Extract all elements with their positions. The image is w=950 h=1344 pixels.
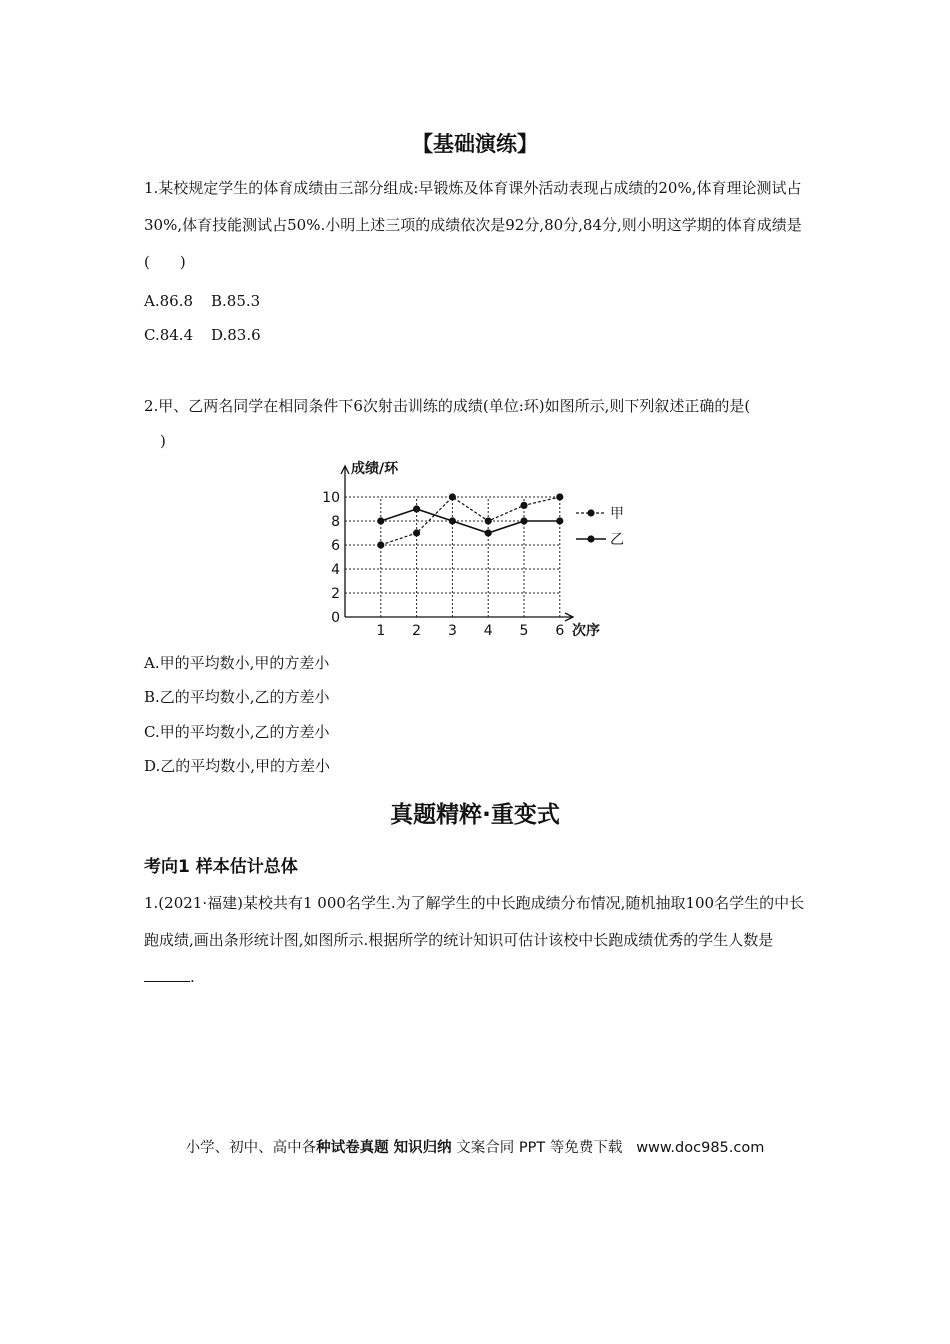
data-point <box>449 517 456 524</box>
past-question-1 <box>144 885 808 996</box>
question-2-option-b: B.乙的平均数小,乙的方差小 <box>144 688 330 706</box>
footer-text-2: 种试卷真题 知识归纳 <box>316 1140 452 1156</box>
question-1-option-d: D.83.6 <box>211 326 261 344</box>
section-title-basic-practice: 【基础演练】 <box>412 132 538 156</box>
question-1-option-a: A.86.8 <box>144 292 193 310</box>
data-point <box>556 493 563 500</box>
x-tick-label: 4 <box>483 623 493 639</box>
topic-heading: 考向1 样本估计总体 <box>144 857 298 877</box>
data-point <box>520 517 527 524</box>
x-tick-label: 2 <box>412 623 422 639</box>
footer-site-link[interactable]: www.doc985.com <box>636 1140 765 1156</box>
question-2-option-c: C.甲的平均数小,乙的方差小 <box>144 723 330 741</box>
past-question-1-end: . <box>190 968 195 986</box>
question-1-option-b: B.85.3 <box>211 292 261 310</box>
y-tick-label: 2 <box>331 586 340 602</box>
x-tick-label: 3 <box>447 623 457 639</box>
section-title-real-exam: 真题精粹·重变式 <box>390 802 560 828</box>
footer-text-3: 文案合同 PPT 等免费下载 <box>451 1140 623 1156</box>
y-axis-title: 成绩/环 <box>351 461 399 477</box>
x-tick-label: 6 <box>555 623 565 639</box>
question-1-stem: 1.某校规定学生的体育成绩由三部分组成:早锻炼及体育课外活动表现占成绩的20%,体育理论测试占30%,体育技能测试占50%.小明上述三项的成绩依次是92分,80分,84分,则小明这学期的体育成绩是( ) <box>144 179 802 271</box>
legend-label: 乙 <box>610 532 624 548</box>
chart-grid <box>345 497 560 617</box>
data-point <box>377 517 384 524</box>
question-1-options-row-2 <box>144 326 261 344</box>
legend-label: 甲 <box>610 506 624 522</box>
x-axis-title: 次序 <box>572 623 600 639</box>
footer-banner <box>0 1136 950 1157</box>
legend-marker <box>587 509 594 516</box>
x-tick-label: 5 <box>519 623 529 639</box>
data-point <box>485 517 492 524</box>
data-point <box>449 493 456 500</box>
y-tick-label: 8 <box>331 514 340 530</box>
y-tick-label: 10 <box>322 490 340 506</box>
legend-marker <box>587 535 594 542</box>
data-point <box>377 541 384 548</box>
question-1-options-row-1 <box>144 292 260 310</box>
data-point <box>413 529 420 536</box>
y-tick-label: 6 <box>331 538 340 554</box>
data-point <box>556 517 563 524</box>
question-2-option-d: D.乙的平均数小,甲的方差小 <box>144 757 331 775</box>
data-point <box>485 529 492 536</box>
y-tick-label: 0 <box>331 610 340 626</box>
data-point <box>520 502 527 509</box>
chart-legend <box>576 506 624 548</box>
past-question-1-stem: 1.(2021·福建)某校共有1 000名学生.为了解学生的中长跑成绩分布情况,随机抽取100名学生的中长跑成绩,画出条形统计图,如图所示.根据所学的统计知识可估计该校中长跑成绩优秀的学生人数是 <box>144 894 805 949</box>
question-2-stem-line-2: ) <box>160 432 166 450</box>
data-point <box>413 505 420 512</box>
question-2-stem-line-1: 2.甲、乙两名同学在相同条件下6次射击训练的成绩(单位:环)如图所示,则下列叙述正确的是( <box>144 397 751 415</box>
shooting-scores-line-chart <box>310 455 640 645</box>
chart-axes <box>322 460 600 639</box>
question-1-option-c: C.84.4 <box>144 326 194 344</box>
x-tick-label: 1 <box>376 623 386 639</box>
question-2-option-a: A.甲的平均数小,甲的方差小 <box>144 654 330 672</box>
footer-text-1: 小学、初中、高中各 <box>185 1140 317 1156</box>
answer-blank <box>144 967 190 982</box>
y-tick-label: 4 <box>331 562 340 578</box>
